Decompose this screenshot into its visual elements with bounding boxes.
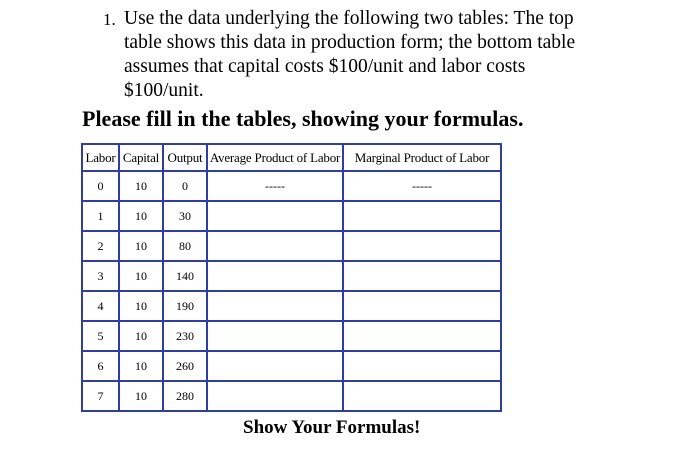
- cell-capital: 10: [119, 201, 163, 231]
- cell-capital: 10: [119, 261, 163, 291]
- cell-output: 280: [163, 381, 207, 411]
- cell-labor: 1: [82, 201, 119, 231]
- production-table: [81, 143, 502, 412]
- cell-output: 140: [163, 261, 207, 291]
- cell-output: 80: [163, 231, 207, 261]
- cell-marginal-product[interactable]: [343, 231, 501, 261]
- header-labor: Labor: [82, 144, 119, 171]
- cell-marginal-product[interactable]: [343, 201, 501, 231]
- table-row: [82, 381, 501, 411]
- cell-labor: 5: [82, 321, 119, 351]
- cell-labor: 6: [82, 351, 119, 381]
- table-row: [82, 201, 501, 231]
- cell-average-product[interactable]: [207, 291, 343, 321]
- cell-capital: 10: [119, 381, 163, 411]
- cell-capital: 10: [119, 351, 163, 381]
- cell-average-product[interactable]: [207, 231, 343, 261]
- question-line-3: assumes that capital costs $100/unit and labor costs: [124, 56, 526, 77]
- cell-average-product[interactable]: [207, 261, 343, 291]
- cell-capital: 10: [119, 171, 163, 201]
- cell-marginal-product[interactable]: [343, 321, 501, 351]
- table-row: [82, 171, 501, 201]
- table-header-row: [82, 144, 501, 171]
- header-output: Output: [163, 144, 207, 171]
- table-row: [82, 261, 501, 291]
- question-number: 1.: [103, 10, 116, 29]
- question-line-2: table shows this data in production form; the bottom table: [124, 32, 576, 53]
- header-marginal-product: Marginal Product of Labor: [343, 144, 501, 171]
- cell-labor: 7: [82, 381, 119, 411]
- cell-labor: 4: [82, 291, 119, 321]
- cell-average-product[interactable]: [207, 381, 343, 411]
- table-row: [82, 231, 501, 261]
- cell-output: 230: [163, 321, 207, 351]
- header-average-product: Average Product of Labor: [207, 144, 343, 171]
- instruction-heading: Please fill in the tables, showing your formulas.: [82, 106, 524, 131]
- cell-average-product[interactable]: -----: [207, 171, 343, 201]
- cell-labor: 2: [82, 231, 119, 261]
- cell-output: 0: [163, 171, 207, 201]
- table-row: [82, 291, 501, 321]
- cell-marginal-product[interactable]: [343, 261, 501, 291]
- cell-capital: 10: [119, 291, 163, 321]
- cell-marginal-product[interactable]: [343, 351, 501, 381]
- table-row: [82, 351, 501, 381]
- cell-marginal-product[interactable]: -----: [343, 171, 501, 201]
- cell-labor: 0: [82, 171, 119, 201]
- question-line-4: $100/unit.: [124, 80, 204, 101]
- cell-capital: 10: [119, 231, 163, 261]
- cell-output: 30: [163, 201, 207, 231]
- question-line-1: Use the data underlying the following two tables: The top: [124, 8, 574, 29]
- cell-output: 190: [163, 291, 207, 321]
- cell-marginal-product[interactable]: [343, 381, 501, 411]
- cell-average-product[interactable]: [207, 321, 343, 351]
- cell-marginal-product[interactable]: [343, 291, 501, 321]
- footer-note: Show Your Formulas!: [243, 417, 421, 438]
- table-row: [82, 321, 501, 351]
- cell-average-product[interactable]: [207, 201, 343, 231]
- header-capital: Capital: [119, 144, 163, 171]
- cell-average-product[interactable]: [207, 351, 343, 381]
- cell-labor: 3: [82, 261, 119, 291]
- cell-output: 260: [163, 351, 207, 381]
- cell-capital: 10: [119, 321, 163, 351]
